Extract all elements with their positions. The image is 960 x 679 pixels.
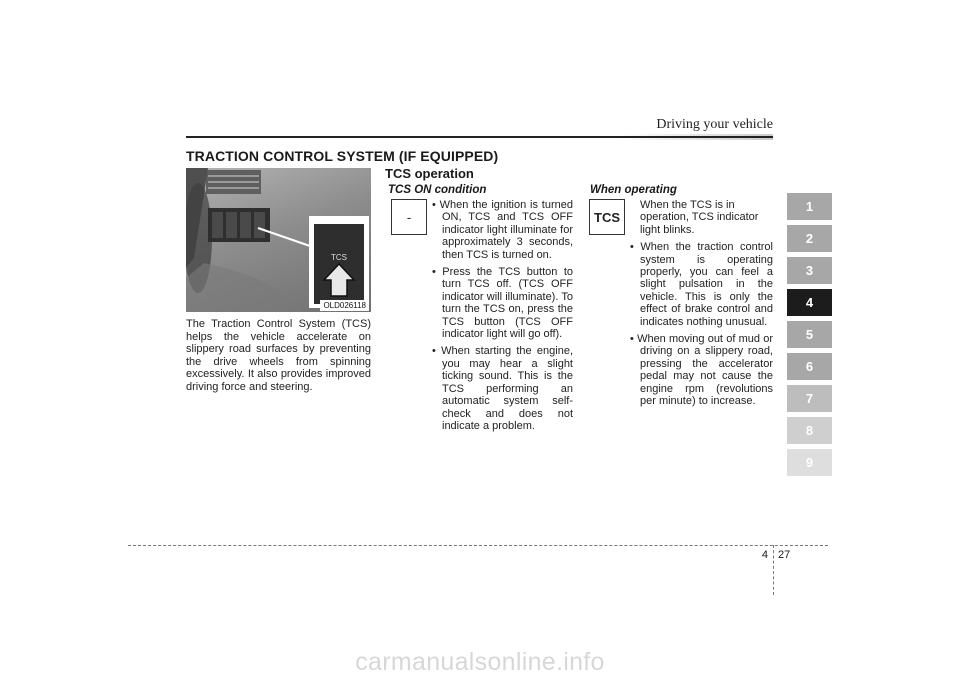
list-item: • Press the TCS button to turn TCS off. (TCS OFF indicator will illuminate). To turn the TCS on, press the TCS button (TCS OFF indicator light will go off). xyxy=(432,266,573,341)
list-item: • When moving out of mud or driving on a slippery road, pressing the accelerator pedal may not cause the engine rpm (revolutions per minute) to increase. xyxy=(630,333,773,408)
tcs-indicator-icon: TCS xyxy=(589,199,625,235)
on-condition-heading: TCS ON condition xyxy=(388,184,487,196)
chapter-tab-6[interactable]: 6 xyxy=(787,353,832,380)
chapter-tab-1[interactable]: 1 xyxy=(787,193,832,220)
when-operating-list xyxy=(630,241,773,407)
footer-rule xyxy=(128,545,828,546)
list-item: • When the traction control system is operating properly, you can feel a slight pulsation in the vehicle. This is only the effect of brake control and indicates nothing unusual. xyxy=(630,241,773,328)
when-operating-block xyxy=(630,199,773,413)
on-condition-list xyxy=(432,199,573,437)
chapter-tab-9[interactable]: 9 xyxy=(787,449,832,476)
running-header: Driving your vehicle xyxy=(656,117,773,132)
header-rule xyxy=(186,136,773,138)
list-item: • When the ignition is turned ON, TCS and TCS OFF indicator light illuminate for approximately 3 seconds, then TCS is turned on. xyxy=(432,199,573,261)
dashboard-illustration xyxy=(186,168,371,312)
dashboard-photo xyxy=(186,168,371,312)
figure-code: OLD026118 xyxy=(320,300,369,311)
section-title: TRACTION CONTROL SYSTEM (IF EQUIPPED) xyxy=(186,148,499,164)
watermark: carmanualsonline.info xyxy=(355,648,605,676)
list-item: • When starting the engine, you may hear a slight ticking sound. This is the TCS performing an automatic system self-check and does not indicate a problem. xyxy=(432,345,573,432)
chapter-tabs xyxy=(787,193,832,481)
tcs-button-label: TCS xyxy=(331,253,347,262)
when-operating-heading: When operating xyxy=(590,184,677,196)
page-number: 27 xyxy=(778,549,791,561)
when-operating-intro: When the TCS is in operation, TCS indicator light blinks. xyxy=(640,199,759,236)
chapter-tab-4[interactable]: 4 xyxy=(787,289,832,316)
chapter-tab-3[interactable]: 3 xyxy=(787,257,832,284)
chapter-tab-7[interactable]: 7 xyxy=(787,385,832,412)
chapter-tab-8[interactable]: 8 xyxy=(787,417,832,444)
intro-paragraph: The Traction Control System (TCS) helps the vehicle accelerate on slippery road surfaces by preventing the drive wheels from spinning excessively. It also provides improved driving force and steering. xyxy=(186,318,371,393)
footer-divider xyxy=(773,545,774,595)
chapter-tab-5[interactable]: 5 xyxy=(787,321,832,348)
chapter-tab-2[interactable]: 2 xyxy=(787,225,832,252)
page-chapter: 4 xyxy=(761,549,768,561)
indicator-dash-icon: - xyxy=(391,199,427,235)
operation-title: TCS operation xyxy=(385,166,474,181)
